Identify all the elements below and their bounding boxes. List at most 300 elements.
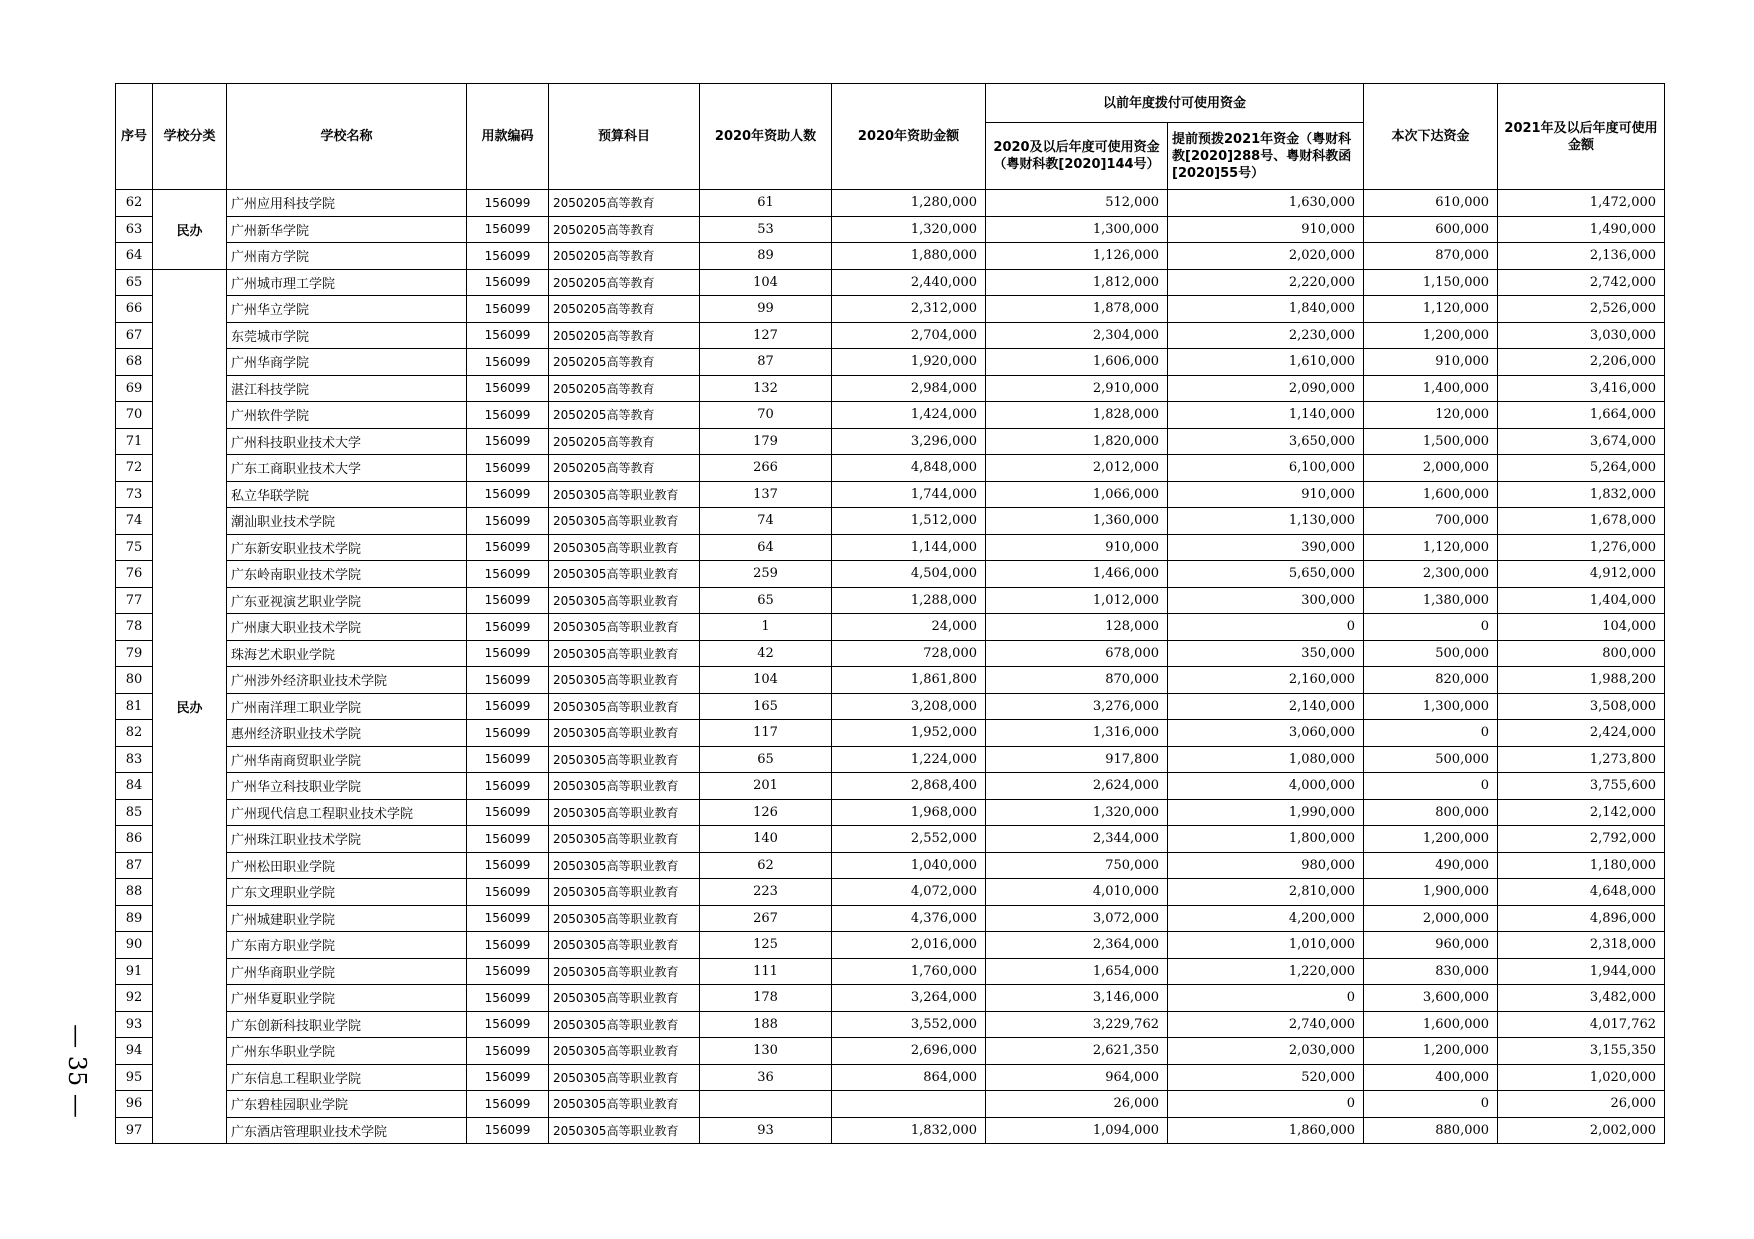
seq-cell: 68: [116, 349, 153, 376]
subject-cell: 2050305高等职业教育: [549, 746, 700, 773]
count-cell: 137: [700, 481, 832, 508]
current-cell: 1,300,000: [1364, 693, 1498, 720]
subject-cell: 2050205高等教育: [549, 322, 700, 349]
prior-b-cell: 2,140,000: [1168, 693, 1364, 720]
code-cell: 156099: [467, 269, 549, 296]
school-name-cell: 广州涉外经济职业技术学院: [227, 667, 467, 694]
code-cell: 156099: [467, 826, 549, 853]
seq-cell: 86: [116, 826, 153, 853]
subject-cell: 2050305高等职业教育: [549, 1038, 700, 1065]
amount-2020-cell: 2,016,000: [832, 932, 986, 959]
current-cell: 1,200,000: [1364, 826, 1498, 853]
prior-a-cell: 1,828,000: [986, 402, 1168, 429]
table-body: [116, 190, 1665, 1144]
amount-2020-cell: 2,312,000: [832, 296, 986, 323]
current-cell: 1,600,000: [1364, 1011, 1498, 1038]
prior-a-cell: 1,812,000: [986, 269, 1168, 296]
prior-b-cell: 910,000: [1168, 481, 1364, 508]
seq-cell: 74: [116, 508, 153, 535]
prior-b-cell: 2,220,000: [1168, 269, 1364, 296]
code-cell: 156099: [467, 481, 549, 508]
amount-2020-cell: 1,040,000: [832, 852, 986, 879]
school-name-cell: 广东酒店管理职业技术学院: [227, 1117, 467, 1144]
current-cell: 1,200,000: [1364, 1038, 1498, 1065]
count-cell: 64: [700, 534, 832, 561]
future-cell: 1,273,800: [1498, 746, 1665, 773]
current-cell: 400,000: [1364, 1064, 1498, 1091]
prior-b-cell: 4,000,000: [1168, 773, 1364, 800]
subject-cell: 2050305高等职业教育: [549, 667, 700, 694]
code-cell: 156099: [467, 614, 549, 641]
header-prior-group: 以前年度拨付可使用资金: [986, 84, 1364, 123]
table-row: [116, 1011, 1665, 1038]
table-row: [116, 534, 1665, 561]
seq-cell: 89: [116, 905, 153, 932]
future-cell: 104,000: [1498, 614, 1665, 641]
prior-a-cell: 1,094,000: [986, 1117, 1168, 1144]
amount-2020-cell: 2,552,000: [832, 826, 986, 853]
future-cell: 1,404,000: [1498, 587, 1665, 614]
seq-cell: 88: [116, 879, 153, 906]
school-name-cell: 广东信息工程职业学院: [227, 1064, 467, 1091]
subject-cell: 2050305高等职业教育: [549, 561, 700, 588]
table-row: [116, 773, 1665, 800]
current-cell: 0: [1364, 614, 1498, 641]
school-name-cell: 潮汕职业技术学院: [227, 508, 467, 535]
code-cell: 156099: [467, 1011, 549, 1038]
school-name-cell: 东莞城市学院: [227, 322, 467, 349]
subject-cell: 2050305高等职业教育: [549, 958, 700, 985]
future-cell: 2,526,000: [1498, 296, 1665, 323]
amount-2020-cell: 3,208,000: [832, 693, 986, 720]
table-row: [116, 216, 1665, 243]
school-name-cell: 私立华联学院: [227, 481, 467, 508]
seq-cell: 66: [116, 296, 153, 323]
count-cell: [700, 1091, 832, 1118]
prior-a-cell: 3,276,000: [986, 693, 1168, 720]
school-name-cell: 广州康大职业技术学院: [227, 614, 467, 641]
count-cell: 74: [700, 508, 832, 535]
prior-a-cell: 512,000: [986, 190, 1168, 217]
future-cell: 3,030,000: [1498, 322, 1665, 349]
school-name-cell: 广州应用科技学院: [227, 190, 467, 217]
prior-b-cell: 2,030,000: [1168, 1038, 1364, 1065]
count-cell: 178: [700, 985, 832, 1012]
future-cell: 5,264,000: [1498, 455, 1665, 482]
table-row: [116, 322, 1665, 349]
school-name-cell: 广州松田职业学院: [227, 852, 467, 879]
current-cell: 600,000: [1364, 216, 1498, 243]
seq-cell: 82: [116, 720, 153, 747]
table-row: [116, 958, 1665, 985]
table-row: [116, 269, 1665, 296]
school-name-cell: 广东工商职业技术大学: [227, 455, 467, 482]
future-cell: 1,276,000: [1498, 534, 1665, 561]
table-row: [116, 587, 1665, 614]
current-cell: 120,000: [1364, 402, 1498, 429]
table-row: [116, 667, 1665, 694]
code-cell: 156099: [467, 667, 549, 694]
school-name-cell: 广州珠江职业技术学院: [227, 826, 467, 853]
count-cell: 127: [700, 322, 832, 349]
school-name-cell: 广州华商职业学院: [227, 958, 467, 985]
current-cell: 1,150,000: [1364, 269, 1498, 296]
code-cell: 156099: [467, 296, 549, 323]
seq-cell: 72: [116, 455, 153, 482]
count-cell: 130: [700, 1038, 832, 1065]
prior-b-cell: 2,740,000: [1168, 1011, 1364, 1038]
amount-2020-cell: 1,880,000: [832, 243, 986, 270]
table-row: [116, 932, 1665, 959]
count-cell: 179: [700, 428, 832, 455]
school-name-cell: 珠海艺术职业学院: [227, 640, 467, 667]
category-cell: 民办: [153, 190, 227, 270]
subject-cell: 2050305高等职业教育: [549, 614, 700, 641]
prior-b-cell: 1,010,000: [1168, 932, 1364, 959]
subject-cell: 2050205高等教育: [549, 296, 700, 323]
count-cell: 125: [700, 932, 832, 959]
subject-cell: 2050305高等职业教育: [549, 905, 700, 932]
table-row: [116, 879, 1665, 906]
current-cell: 1,400,000: [1364, 375, 1498, 402]
current-cell: 820,000: [1364, 667, 1498, 694]
subject-cell: 2050305高等职业教育: [549, 481, 700, 508]
table-row: [116, 402, 1665, 429]
count-cell: 53: [700, 216, 832, 243]
amount-2020-cell: 3,552,000: [832, 1011, 986, 1038]
subject-cell: 2050305高等职业教育: [549, 826, 700, 853]
seq-cell: 94: [116, 1038, 153, 1065]
prior-b-cell: 0: [1168, 614, 1364, 641]
seq-cell: 67: [116, 322, 153, 349]
future-cell: 1,020,000: [1498, 1064, 1665, 1091]
subject-cell: 2050205高等教育: [549, 375, 700, 402]
future-cell: 4,648,000: [1498, 879, 1665, 906]
prior-b-cell: 3,060,000: [1168, 720, 1364, 747]
prior-a-cell: 910,000: [986, 534, 1168, 561]
prior-a-cell: 1,606,000: [986, 349, 1168, 376]
prior-b-cell: 980,000: [1168, 852, 1364, 879]
prior-a-cell: 1,320,000: [986, 799, 1168, 826]
subject-cell: 2050205高等教育: [549, 216, 700, 243]
prior-a-cell: 1,654,000: [986, 958, 1168, 985]
table-row: [116, 296, 1665, 323]
subject-cell: 2050205高等教育: [549, 428, 700, 455]
prior-b-cell: 2,230,000: [1168, 322, 1364, 349]
amount-2020-cell: 1,424,000: [832, 402, 986, 429]
prior-a-cell: 1,878,000: [986, 296, 1168, 323]
code-cell: 156099: [467, 693, 549, 720]
table-row: [116, 852, 1665, 879]
future-cell: 1,472,000: [1498, 190, 1665, 217]
prior-b-cell: 1,630,000: [1168, 190, 1364, 217]
prior-a-cell: 1,012,000: [986, 587, 1168, 614]
table-row: [116, 243, 1665, 270]
code-cell: 156099: [467, 905, 549, 932]
count-cell: 201: [700, 773, 832, 800]
prior-b-cell: 1,990,000: [1168, 799, 1364, 826]
prior-b-cell: 3,650,000: [1168, 428, 1364, 455]
amount-2020-cell: 1,861,800: [832, 667, 986, 694]
prior-b-cell: 2,810,000: [1168, 879, 1364, 906]
header-amount-2020: 2020年资助金额: [832, 84, 986, 190]
table-row: [116, 720, 1665, 747]
code-cell: 156099: [467, 587, 549, 614]
seq-cell: 95: [116, 1064, 153, 1091]
seq-cell: 81: [116, 693, 153, 720]
seq-cell: 93: [116, 1011, 153, 1038]
code-cell: 156099: [467, 349, 549, 376]
future-cell: 1,678,000: [1498, 508, 1665, 535]
subject-cell: 2050205高等教育: [549, 243, 700, 270]
seq-cell: 62: [116, 190, 153, 217]
code-cell: 156099: [467, 1038, 549, 1065]
code-cell: 156099: [467, 534, 549, 561]
seq-cell: 84: [116, 773, 153, 800]
amount-2020-cell: 3,264,000: [832, 985, 986, 1012]
prior-a-cell: 1,300,000: [986, 216, 1168, 243]
table-row: [116, 1117, 1665, 1144]
future-cell: 2,136,000: [1498, 243, 1665, 270]
seq-cell: 87: [116, 852, 153, 879]
code-cell: 156099: [467, 508, 549, 535]
table-row: [116, 614, 1665, 641]
school-name-cell: 广东亚视演艺职业学院: [227, 587, 467, 614]
future-cell: 2,424,000: [1498, 720, 1665, 747]
subject-cell: 2050205高等教育: [549, 402, 700, 429]
page-number: [62, 1016, 92, 1126]
current-cell: 1,120,000: [1364, 534, 1498, 561]
amount-2020-cell: 2,984,000: [832, 375, 986, 402]
table-row: [116, 1064, 1665, 1091]
page-number-text: — 35 —: [63, 1024, 92, 1118]
school-name-cell: 广东岭南职业技术学院: [227, 561, 467, 588]
count-cell: 223: [700, 879, 832, 906]
subject-cell: 2050205高等教育: [549, 349, 700, 376]
count-cell: 70: [700, 402, 832, 429]
future-cell: 1,664,000: [1498, 402, 1665, 429]
seq-cell: 85: [116, 799, 153, 826]
current-cell: 3,600,000: [1364, 985, 1498, 1012]
prior-a-cell: 1,820,000: [986, 428, 1168, 455]
current-cell: 1,380,000: [1364, 587, 1498, 614]
prior-b-cell: 1,800,000: [1168, 826, 1364, 853]
amount-2020-cell: 1,320,000: [832, 216, 986, 243]
school-name-cell: 广州南洋理工职业学院: [227, 693, 467, 720]
count-cell: 36: [700, 1064, 832, 1091]
code-cell: 156099: [467, 1091, 549, 1118]
current-cell: 870,000: [1364, 243, 1498, 270]
current-cell: 910,000: [1364, 349, 1498, 376]
amount-2020-cell: 4,504,000: [832, 561, 986, 588]
category-cell: 民办: [153, 269, 227, 1144]
future-cell: 3,482,000: [1498, 985, 1665, 1012]
count-cell: 89: [700, 243, 832, 270]
prior-b-cell: 520,000: [1168, 1064, 1364, 1091]
table-row: [116, 190, 1665, 217]
table-row: [116, 561, 1665, 588]
prior-a-cell: 1,066,000: [986, 481, 1168, 508]
seq-cell: 78: [116, 614, 153, 641]
table-row: [116, 640, 1665, 667]
amount-2020-cell: 1,952,000: [832, 720, 986, 747]
prior-b-cell: 390,000: [1168, 534, 1364, 561]
current-cell: 0: [1364, 773, 1498, 800]
header-category: 学校分类: [153, 84, 227, 190]
subject-cell: 2050305高等职业教育: [549, 1117, 700, 1144]
header-future-2021: 2021年及以后年度可使用金额: [1498, 84, 1665, 190]
current-cell: 0: [1364, 1091, 1498, 1118]
subject-cell: 2050205高等教育: [549, 455, 700, 482]
school-name-cell: 湛江科技学院: [227, 375, 467, 402]
table-row: [116, 481, 1665, 508]
count-cell: 42: [700, 640, 832, 667]
amount-2020-cell: 1,512,000: [832, 508, 986, 535]
seq-cell: 77: [116, 587, 153, 614]
code-cell: 156099: [467, 799, 549, 826]
prior-a-cell: 4,010,000: [986, 879, 1168, 906]
amount-2020-cell: 2,440,000: [832, 269, 986, 296]
current-cell: 500,000: [1364, 640, 1498, 667]
subject-cell: 2050205高等教育: [549, 190, 700, 217]
school-name-cell: 广东文理职业学院: [227, 879, 467, 906]
count-cell: 111: [700, 958, 832, 985]
prior-a-cell: 678,000: [986, 640, 1168, 667]
prior-a-cell: 2,304,000: [986, 322, 1168, 349]
prior-b-cell: 910,000: [1168, 216, 1364, 243]
school-name-cell: 广州新华学院: [227, 216, 467, 243]
count-cell: 266: [700, 455, 832, 482]
prior-b-cell: 300,000: [1168, 587, 1364, 614]
amount-2020-cell: 1,144,000: [832, 534, 986, 561]
amount-2020-cell: 1,224,000: [832, 746, 986, 773]
prior-a-cell: 3,072,000: [986, 905, 1168, 932]
prior-b-cell: 1,220,000: [1168, 958, 1364, 985]
current-cell: 700,000: [1364, 508, 1498, 535]
school-name-cell: 广州华南商贸职业学院: [227, 746, 467, 773]
future-cell: 3,416,000: [1498, 375, 1665, 402]
prior-b-cell: 2,020,000: [1168, 243, 1364, 270]
amount-2020-cell: 2,696,000: [832, 1038, 986, 1065]
future-cell: 1,988,200: [1498, 667, 1665, 694]
school-name-cell: 广州华商学院: [227, 349, 467, 376]
school-name-cell: 广州城市理工学院: [227, 269, 467, 296]
prior-b-cell: 5,650,000: [1168, 561, 1364, 588]
prior-a-cell: 750,000: [986, 852, 1168, 879]
count-cell: 1: [700, 614, 832, 641]
school-name-cell: 广州现代信息工程职业技术学院: [227, 799, 467, 826]
subject-cell: 2050305高等职业教育: [549, 720, 700, 747]
code-cell: 156099: [467, 1117, 549, 1144]
current-cell: 800,000: [1364, 799, 1498, 826]
amount-2020-cell: 4,376,000: [832, 905, 986, 932]
prior-a-cell: 2,364,000: [986, 932, 1168, 959]
future-cell: 4,017,762: [1498, 1011, 1665, 1038]
prior-a-cell: 1,126,000: [986, 243, 1168, 270]
table-row: [116, 799, 1665, 826]
seq-cell: 96: [116, 1091, 153, 1118]
school-name-cell: 广州华夏职业学院: [227, 985, 467, 1012]
code-cell: 156099: [467, 746, 549, 773]
code-cell: 156099: [467, 216, 549, 243]
prior-a-cell: 1,316,000: [986, 720, 1168, 747]
future-cell: 2,792,000: [1498, 826, 1665, 853]
seq-cell: 76: [116, 561, 153, 588]
code-cell: 156099: [467, 640, 549, 667]
subject-cell: 2050305高等职业教育: [549, 879, 700, 906]
prior-b-cell: 1,840,000: [1168, 296, 1364, 323]
prior-a-cell: 2,012,000: [986, 455, 1168, 482]
future-cell: 2,142,000: [1498, 799, 1665, 826]
seq-cell: 91: [116, 958, 153, 985]
amount-2020-cell: 4,848,000: [832, 455, 986, 482]
seq-cell: 92: [116, 985, 153, 1012]
school-name-cell: 广州南方学院: [227, 243, 467, 270]
prior-b-cell: 6,100,000: [1168, 455, 1364, 482]
seq-cell: 80: [116, 667, 153, 694]
future-cell: 2,742,000: [1498, 269, 1665, 296]
seq-cell: 70: [116, 402, 153, 429]
amount-2020-cell: 2,868,400: [832, 773, 986, 800]
future-cell: 26,000: [1498, 1091, 1665, 1118]
prior-b-cell: 4,200,000: [1168, 905, 1364, 932]
subject-cell: 2050305高等职业教育: [549, 693, 700, 720]
subject-cell: 2050305高等职业教育: [549, 985, 700, 1012]
count-cell: 61: [700, 190, 832, 217]
table-row: [116, 905, 1665, 932]
future-cell: 800,000: [1498, 640, 1665, 667]
amount-2020-cell: 1,280,000: [832, 190, 986, 217]
seq-cell: 90: [116, 932, 153, 959]
amount-2020-cell: 1,968,000: [832, 799, 986, 826]
current-cell: 2,000,000: [1364, 905, 1498, 932]
table-row: [116, 508, 1665, 535]
school-name-cell: 广东创新科技职业学院: [227, 1011, 467, 1038]
header-count-2020: 2020年资助人数: [700, 84, 832, 190]
code-cell: 156099: [467, 322, 549, 349]
subject-cell: 2050305高等职业教育: [549, 1011, 700, 1038]
table-row: [116, 693, 1665, 720]
seq-cell: 71: [116, 428, 153, 455]
prior-a-cell: 917,800: [986, 746, 1168, 773]
future-cell: 1,832,000: [1498, 481, 1665, 508]
count-cell: 87: [700, 349, 832, 376]
amount-2020-cell: 3,296,000: [832, 428, 986, 455]
prior-b-cell: 1,130,000: [1168, 508, 1364, 535]
prior-a-cell: 128,000: [986, 614, 1168, 641]
amount-2020-cell: 1,920,000: [832, 349, 986, 376]
future-cell: 3,755,600: [1498, 773, 1665, 800]
table-row: [116, 1091, 1665, 1118]
count-cell: 104: [700, 667, 832, 694]
subject-cell: 2050305高等职业教育: [549, 799, 700, 826]
school-name-cell: 广州华立科技职业学院: [227, 773, 467, 800]
prior-a-cell: 2,621,350: [986, 1038, 1168, 1065]
seq-cell: 97: [116, 1117, 153, 1144]
header-prior-a: 2020及以后年度可使用资金（粤财科教[2020]144号）: [986, 123, 1168, 190]
amount-2020-cell: 4,072,000: [832, 879, 986, 906]
table-row: [116, 375, 1665, 402]
amount-2020-cell: 1,744,000: [832, 481, 986, 508]
current-cell: 500,000: [1364, 746, 1498, 773]
subject-cell: 2050305高等职业教育: [549, 852, 700, 879]
code-cell: 156099: [467, 190, 549, 217]
future-cell: 3,674,000: [1498, 428, 1665, 455]
code-cell: 156099: [467, 985, 549, 1012]
prior-a-cell: 2,344,000: [986, 826, 1168, 853]
prior-a-cell: 3,146,000: [986, 985, 1168, 1012]
current-cell: 1,200,000: [1364, 322, 1498, 349]
